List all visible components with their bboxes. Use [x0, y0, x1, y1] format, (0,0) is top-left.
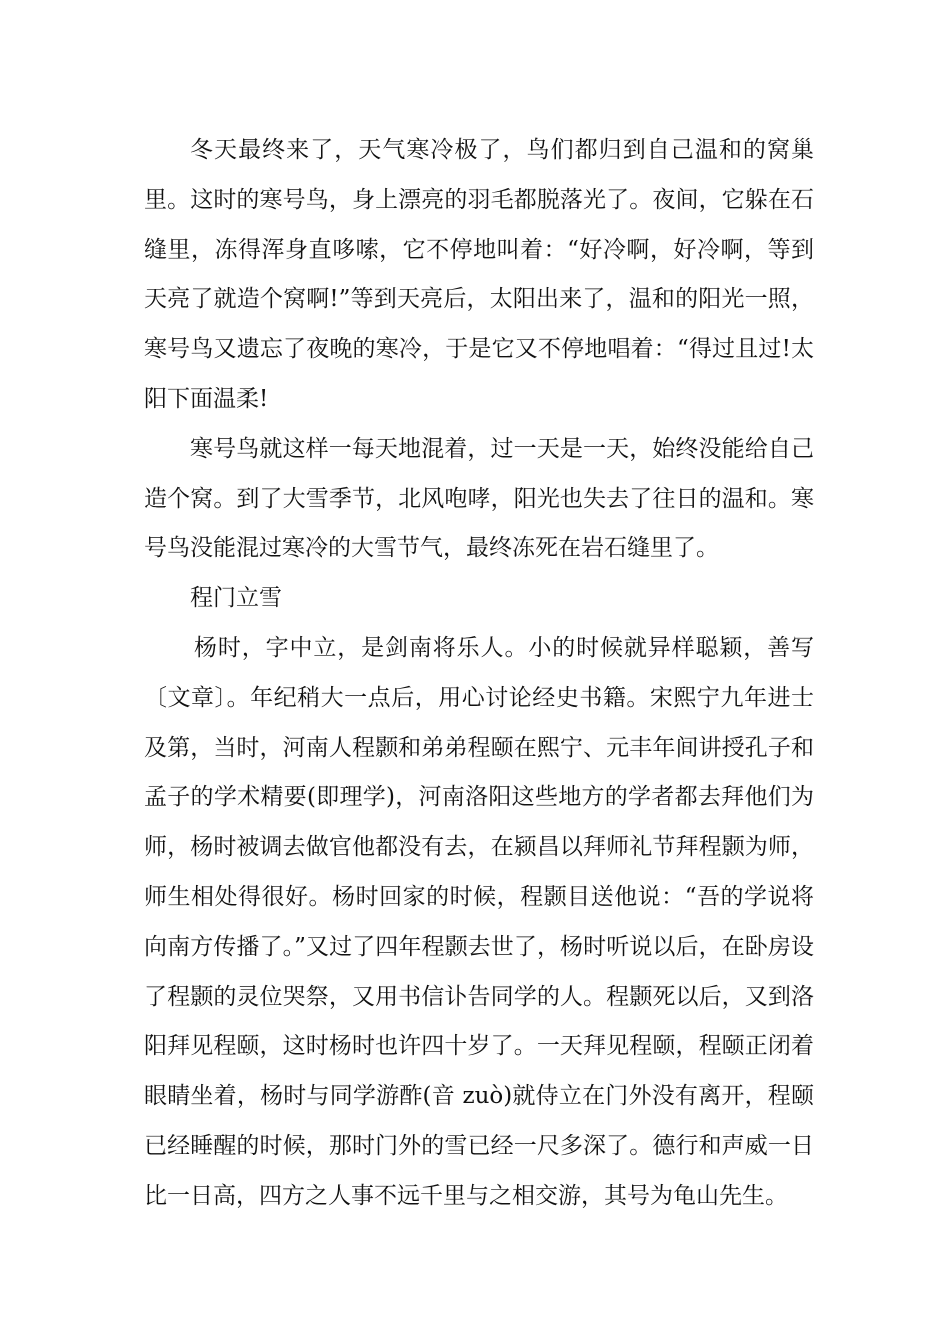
paragraph-winter: 冬天最终来了，天气寒冷极了，鸟们都归到自己温和的窝巢里。这时的寒号鸟，身上漂亮的羽毛都脱落光了。夜间，它躲在石缝里，冻得浑身直哆嗦，它不停地叫着：“好冷啊，好冷啊，等到天亮了就造个窝啊!”等到天亮后，太阳出来了，温和的阳光一照，寒号鸟又遗忘了夜晚的寒冷，于是它又不停地唱着：“得过且过!太阳下面温柔!	[144, 137, 814, 412]
paragraph-bird-death: 寒号鸟就这样一每天地混着，过一天是一天，始终没能给自己造个窝。到了大雪季节，北风咆哮，阳光也失去了往日的温和。寒号鸟没能混过寒冷的大雪节气，最终冻死在岩石缝里了。	[144, 435, 814, 562]
section-title-cheng-men-li-xue: 程门立雪	[190, 585, 282, 612]
paragraph-yang-shi: 杨时，字中立，是剑南将乐人。小的时候就异样聪颖，善写〔文章〕。年纪稍大一点后，用心讨论经史书籍。宋熙宁九年进士及第，当时，河南人程颢和弟弟程颐在熙宁、元丰年间讲授孔子和孟子的学术精要(即理学)，河南洛阳这些地方的学者都去拜他们为师，杨时被调去做官他都没有去，在颍昌以拜师礼节拜程颢为师，师生相处得很好。杨时回家的时候，程颢目送他说：“吾的学说将向南方传播了。”又过了四年程颢去世了，杨时听说以后，在卧房设了程颢的灵位哭祭，又用书信讣告同学的人。程颢死以后，又到洛阳拜见程颐，这时杨时也许四十岁了。一天拜见程颐，程颐正闭着眼睛坐着，杨时与同学游酢(音 zuò)就侍立在门外没有离开，程颐已经睡醒的时候，那时门外的雪已经一尺多深了。德行和声威一日比一日高，四方之人事不远千里与之相交游，其号为龟山先生。	[144, 634, 814, 1209]
document-body	[144, 126, 814, 1222]
